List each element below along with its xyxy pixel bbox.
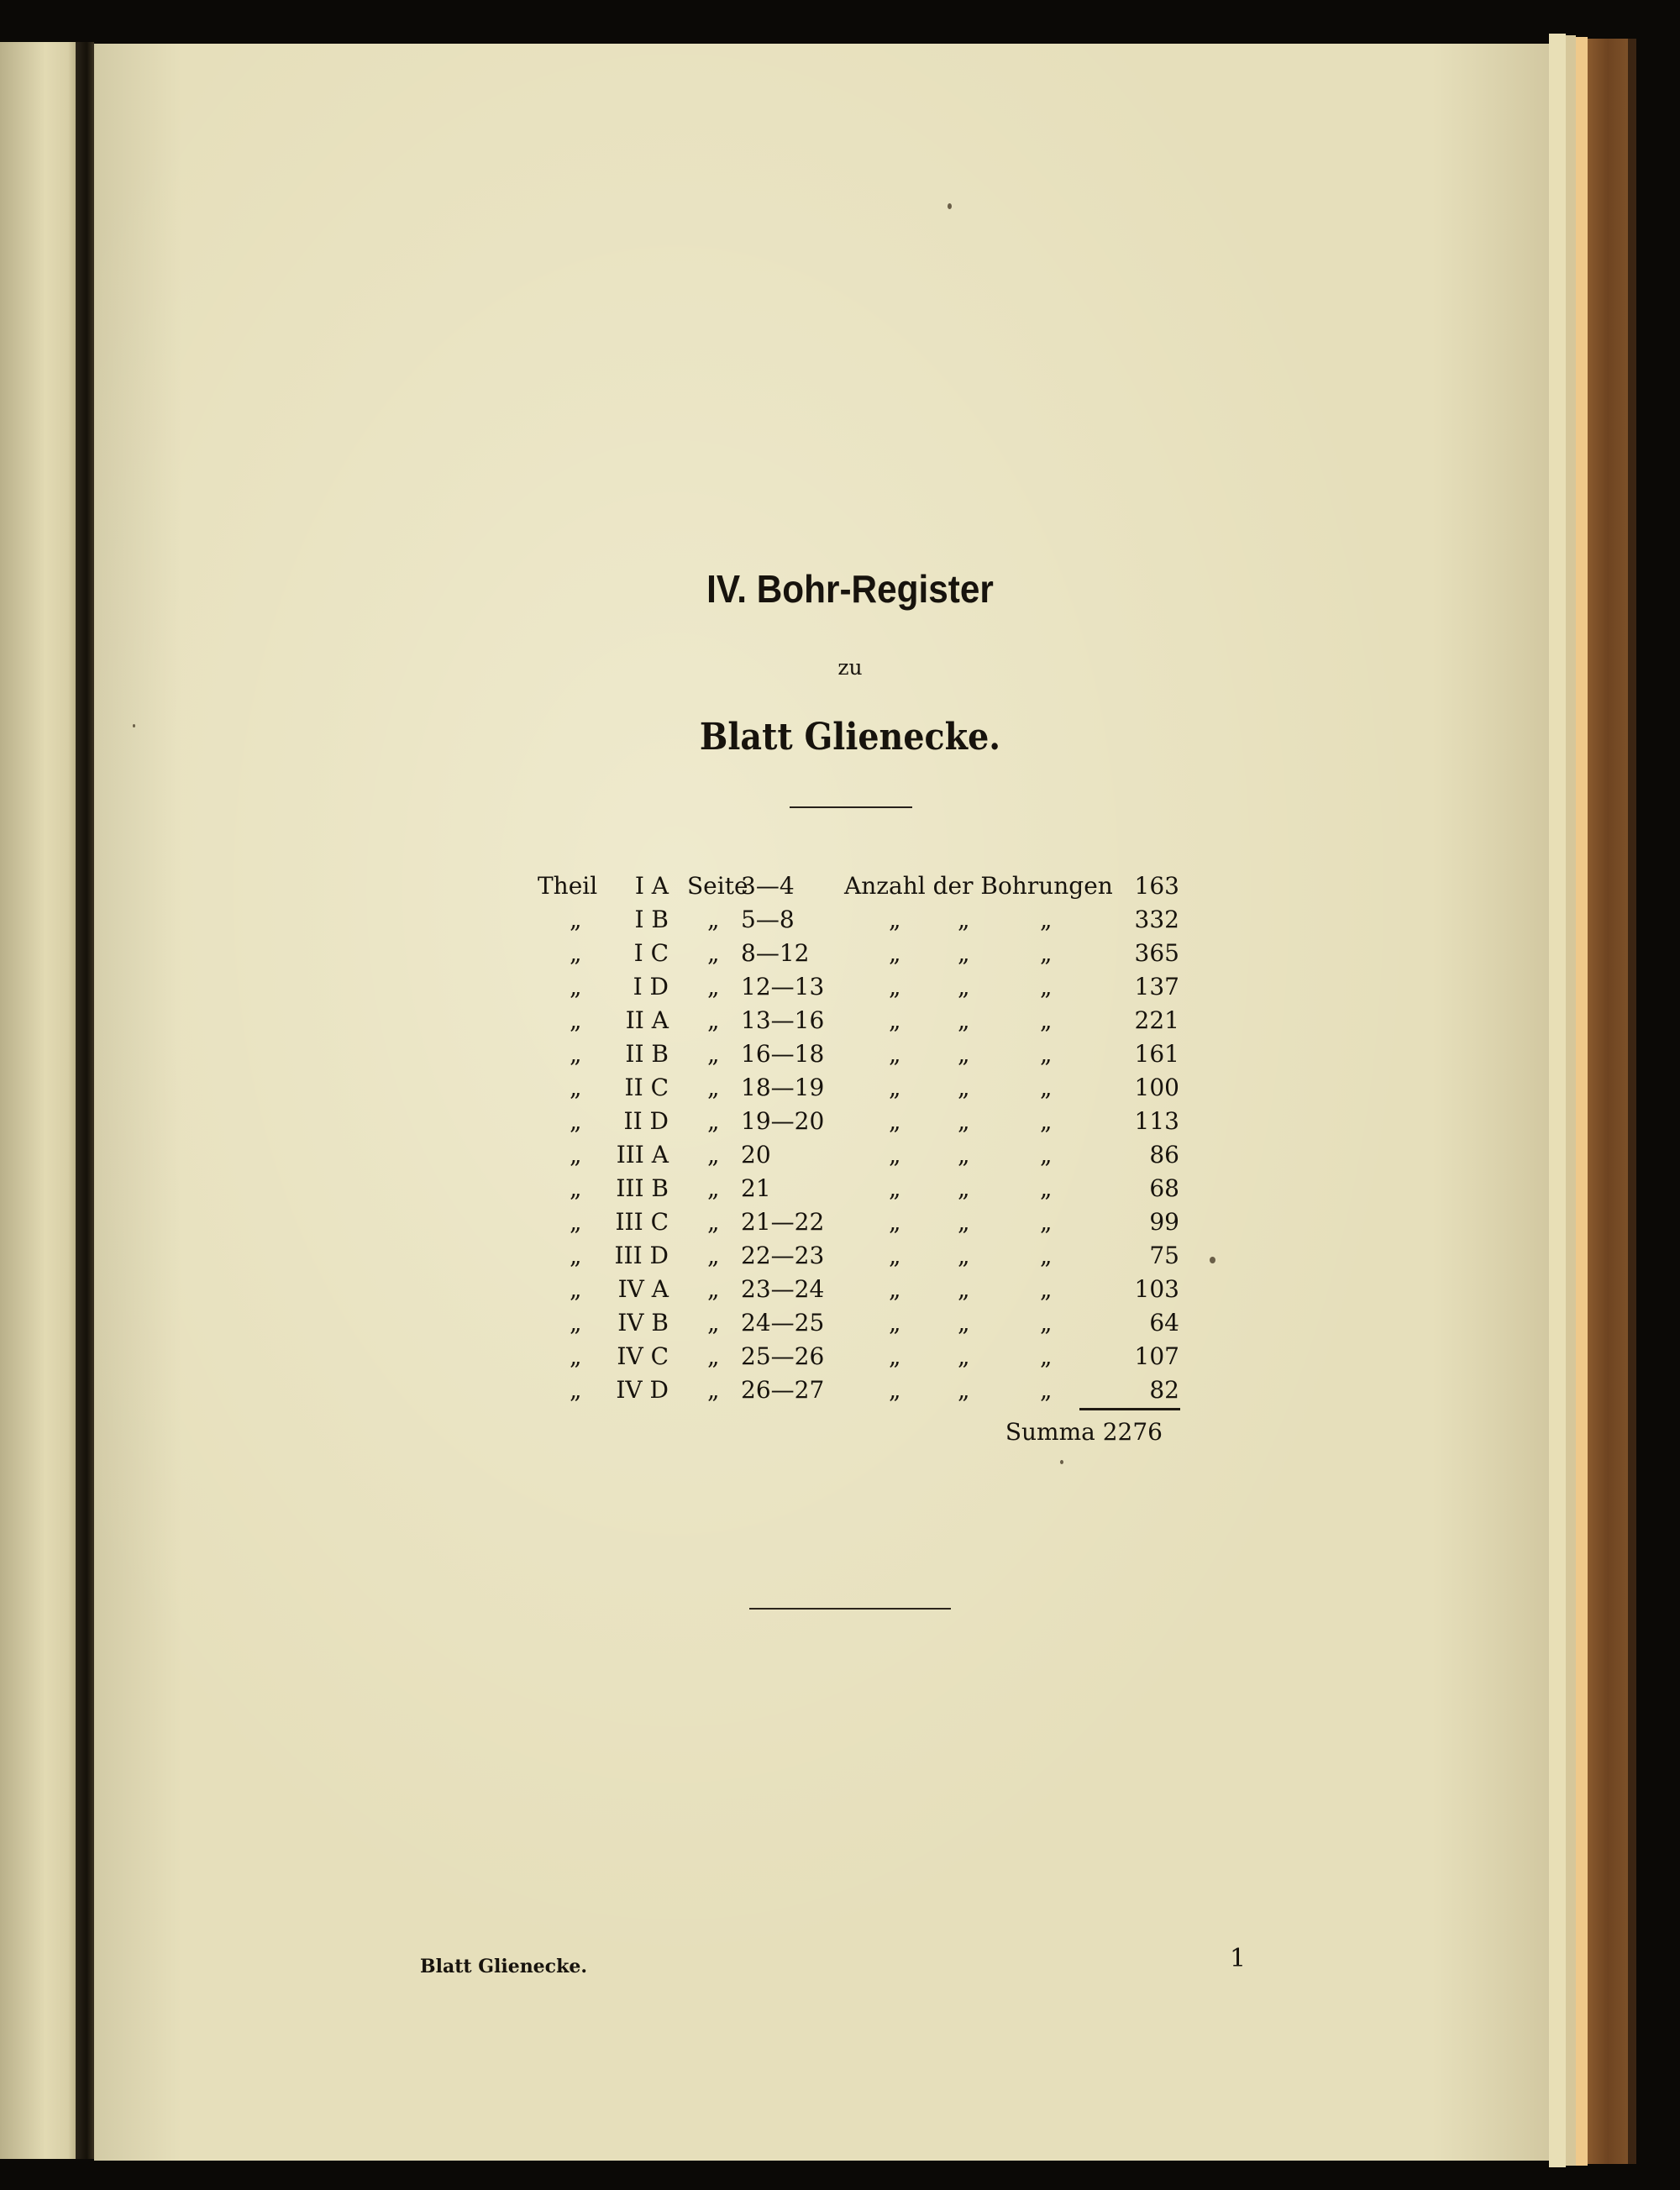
- row-teil: IV D: [616, 1376, 669, 1404]
- ditto-mark: „: [958, 1141, 970, 1169]
- ditto-mark: „: [707, 939, 720, 967]
- ditto-mark: „: [958, 1040, 970, 1068]
- row-count: 137: [1134, 973, 1179, 1000]
- row-teil: II B: [625, 1040, 669, 1068]
- ditto-mark: „: [707, 1040, 720, 1068]
- row-pages: 12—13: [741, 973, 825, 1000]
- total-value: 2276: [1102, 1418, 1163, 1446]
- ditto-mark: „: [570, 1006, 582, 1034]
- row-count: 365: [1134, 939, 1179, 967]
- ditto-mark: „: [958, 1107, 970, 1135]
- ditto-mark: „: [1040, 1074, 1053, 1101]
- row-teil: II C: [624, 1074, 669, 1101]
- row-teil: I B: [634, 906, 669, 933]
- row-pages: 3—4: [741, 872, 795, 900]
- ditto-mark: „: [889, 1242, 901, 1269]
- row-pages: 8—12: [741, 939, 810, 967]
- ditto-mark: „: [707, 1141, 720, 1169]
- row-pages: 26—27: [741, 1376, 825, 1404]
- ditto-mark: „: [958, 1174, 970, 1202]
- ditto-mark: „: [1040, 1006, 1053, 1034]
- table-row: [531, 1107, 1186, 1141]
- total-row: [984, 1418, 1163, 1446]
- row-pages: 18—19: [741, 1074, 825, 1101]
- ditto-mark: „: [570, 1376, 582, 1404]
- ditto-mark: „: [707, 1242, 720, 1269]
- row-count-label: Anzahl der Bohrungen: [844, 872, 1113, 900]
- book-page: [94, 44, 1549, 2161]
- ditto-mark: „: [958, 939, 970, 967]
- ditto-mark: „: [958, 1208, 970, 1236]
- ditto-mark: „: [570, 1141, 582, 1169]
- row-pages: 5—8: [741, 906, 795, 933]
- row-pages: 16—18: [741, 1040, 825, 1068]
- table-row: [531, 1309, 1186, 1342]
- row-count: 107: [1134, 1342, 1179, 1370]
- row-pages: 13—16: [741, 1006, 825, 1034]
- row-pages: 21: [741, 1174, 771, 1202]
- ditto-mark: „: [958, 1242, 970, 1269]
- ditto-mark: „: [570, 1040, 582, 1068]
- ditto-mark: „: [958, 1376, 970, 1404]
- ditto-mark: „: [1040, 1107, 1053, 1135]
- register-title: IV. Bohr-Register: [706, 567, 994, 611]
- ditto-mark: „: [707, 1174, 720, 1202]
- ditto-mark: „: [570, 1275, 582, 1303]
- ditto-mark: „: [1040, 1309, 1053, 1337]
- ditto-mark: „: [1040, 1040, 1053, 1068]
- ditto-mark: „: [1040, 1376, 1053, 1404]
- row-pages: 24—25: [741, 1309, 825, 1337]
- row-teil: III C: [615, 1208, 669, 1236]
- paper-speck: [1210, 1257, 1215, 1263]
- row-teil: I D: [633, 973, 669, 1000]
- ditto-mark: „: [958, 1074, 970, 1101]
- bohr-register-table: [531, 872, 1186, 1410]
- ditto-mark: „: [570, 1174, 582, 1202]
- row-count: 68: [1149, 1174, 1179, 1202]
- ditto-mark: „: [1040, 973, 1053, 1000]
- ditto-mark: „: [1040, 906, 1053, 933]
- ditto-mark: „: [1040, 1242, 1053, 1269]
- row-count: 75: [1149, 1242, 1179, 1269]
- paper-speck: [1060, 1460, 1063, 1464]
- row-theil-label: Theil: [538, 872, 598, 900]
- row-teil: IV B: [617, 1309, 669, 1337]
- ditto-mark: „: [889, 1174, 901, 1202]
- ditto-mark: „: [889, 1141, 901, 1169]
- row-pages: 23—24: [741, 1275, 825, 1303]
- sheet-title: Blatt Glienecke.: [699, 716, 1001, 759]
- ditto-mark: „: [570, 973, 582, 1000]
- row-teil: III D: [614, 1242, 669, 1269]
- ditto-mark: „: [889, 1074, 901, 1101]
- ditto-mark: „: [889, 1040, 901, 1068]
- row-count: 64: [1149, 1309, 1179, 1337]
- table-row: [531, 1242, 1186, 1275]
- footer-sheet-name: Blatt Glienecke.: [420, 1956, 587, 1977]
- book-cover-edge: [1628, 39, 1636, 2164]
- table-row: [531, 1275, 1186, 1309]
- row-teil: I A: [634, 872, 669, 900]
- row-pages: 20: [741, 1141, 771, 1169]
- ditto-mark: „: [1040, 1342, 1053, 1370]
- row-teil: IV A: [617, 1275, 669, 1303]
- table-row: [531, 1342, 1186, 1376]
- page-stack-edge: [1576, 37, 1588, 2166]
- ditto-mark: „: [1040, 1275, 1053, 1303]
- ditto-mark: „: [889, 1275, 901, 1303]
- total-label: Summa: [1005, 1418, 1095, 1446]
- paper-speck: [948, 203, 952, 209]
- row-pages: 22—23: [741, 1242, 825, 1269]
- ditto-mark: „: [1040, 1208, 1053, 1236]
- left-page-edge: [0, 42, 76, 2159]
- ditto-mark: „: [889, 906, 901, 933]
- ditto-mark: „: [570, 1242, 582, 1269]
- ditto-mark: „: [707, 1342, 720, 1370]
- ditto-mark: „: [889, 1376, 901, 1404]
- ditto-mark: „: [707, 1107, 720, 1135]
- row-count: 99: [1149, 1208, 1179, 1236]
- table-row: [531, 1141, 1186, 1174]
- ditto-mark: „: [889, 1006, 901, 1034]
- ditto-mark: „: [570, 1208, 582, 1236]
- row-count: 161: [1134, 1040, 1179, 1068]
- ditto-mark: „: [889, 1342, 901, 1370]
- row-count: 221: [1134, 1006, 1179, 1034]
- row-teil: II D: [623, 1107, 669, 1135]
- row-teil: III A: [616, 1141, 669, 1169]
- ditto-mark: „: [707, 1275, 720, 1303]
- table-row: [531, 939, 1186, 973]
- sum-rule: [1079, 1408, 1180, 1410]
- row-pages: 19—20: [741, 1107, 825, 1135]
- ditto-mark: „: [570, 906, 582, 933]
- row-count: 113: [1134, 1107, 1179, 1135]
- ditto-mark: „: [1040, 1174, 1053, 1202]
- book-gutter: [76, 42, 94, 2159]
- table-row: [531, 872, 1186, 906]
- page-stack-edge: [1566, 35, 1576, 2166]
- ditto-mark: „: [707, 1006, 720, 1034]
- ditto-mark: „: [889, 1107, 901, 1135]
- ditto-mark: „: [570, 1074, 582, 1101]
- table-row: [531, 1074, 1186, 1107]
- row-teil: III B: [616, 1174, 669, 1202]
- row-teil: I C: [633, 939, 669, 967]
- ditto-mark: „: [570, 1342, 582, 1370]
- row-teil: IV C: [617, 1342, 669, 1370]
- ditto-mark: „: [958, 973, 970, 1000]
- ditto-mark: „: [707, 906, 720, 933]
- table-row: [531, 1174, 1186, 1208]
- row-count: 103: [1134, 1275, 1179, 1303]
- ditto-mark: „: [958, 1342, 970, 1370]
- row-count: 100: [1134, 1074, 1179, 1101]
- table-row: [531, 1208, 1186, 1242]
- row-pages: 25—26: [741, 1342, 825, 1370]
- ditto-mark: „: [1040, 939, 1053, 967]
- ditto-mark: „: [889, 1309, 901, 1337]
- ditto-mark: „: [958, 1275, 970, 1303]
- row-seite-label: Seite: [687, 872, 748, 900]
- ditto-mark: „: [570, 1309, 582, 1337]
- table-row: [531, 906, 1186, 939]
- ditto-mark: „: [889, 1208, 901, 1236]
- end-divider: [749, 1608, 951, 1610]
- ditto-mark: „: [707, 1074, 720, 1101]
- table-row: [531, 1006, 1186, 1040]
- title-divider: [790, 806, 912, 808]
- ditto-mark: „: [707, 973, 720, 1000]
- paper-speck: [133, 724, 135, 727]
- ditto-mark: „: [889, 939, 901, 967]
- ditto-mark: „: [707, 1208, 720, 1236]
- ditto-mark: „: [570, 1107, 582, 1135]
- ditto-mark: „: [1040, 1141, 1053, 1169]
- row-teil: II A: [625, 1006, 669, 1034]
- ditto-mark: „: [889, 973, 901, 1000]
- row-count: 86: [1149, 1141, 1179, 1169]
- page-stack-edge: [1549, 34, 1566, 2167]
- row-count: 163: [1134, 872, 1179, 900]
- ditto-mark: „: [958, 1309, 970, 1337]
- page-number: 1: [1230, 1944, 1247, 1973]
- row-pages: 21—22: [741, 1208, 825, 1236]
- ditto-mark: „: [958, 906, 970, 933]
- row-count: 332: [1134, 906, 1179, 933]
- table-row: [531, 1376, 1186, 1410]
- book-cover-edge: [1588, 39, 1628, 2164]
- connector-word: zu: [837, 655, 863, 680]
- ditto-mark: „: [707, 1376, 720, 1404]
- ditto-mark: „: [707, 1309, 720, 1337]
- row-count: 82: [1149, 1376, 1179, 1404]
- ditto-mark: „: [570, 939, 582, 967]
- table-row: [531, 1040, 1186, 1074]
- table-row: [531, 973, 1186, 1006]
- ditto-mark: „: [958, 1006, 970, 1034]
